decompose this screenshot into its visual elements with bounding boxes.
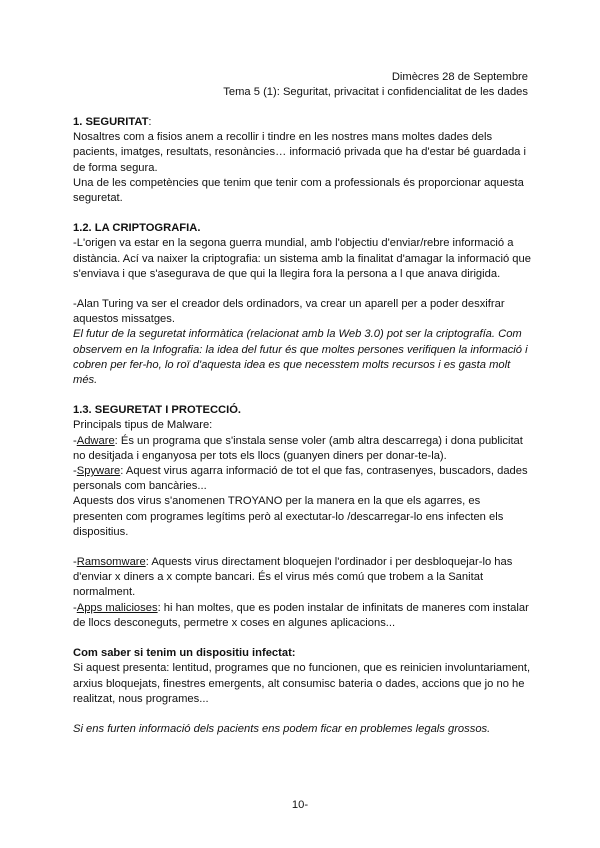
ransomware-term: Ramsomware	[76, 556, 146, 569]
trojan-paragraph: Aquests dos virus s'anomenen TROYANO per la manera en la que els agarres, es presenten com programes legítims però al exectutar-lo /descarregar-lo ens infecten els dispositius.	[73, 495, 504, 538]
criptografia-paragraph-1: -L'origen va estar en la segona guerra mundial, amb l'objectiu d'enviar/rebre informació a distància. Ací va naixer la criptografia: un sistema amb la finalitat d'amagar la informació que s'enviava i que s'asegurava de que qui la llegira fora la persona a l que anava dirigida.	[73, 237, 531, 280]
section-title-seguretat: 1.3. SEGURETAT I PROTECCIÓ.	[73, 404, 242, 417]
section-title-seguritat	[73, 115, 531, 130]
section-title-infectat: Com saber si tenim un dispositiu infectat:	[73, 647, 296, 660]
malware-spyware: -Spyware: Aquest virus agarra informació de tot el que fas, contrasenyes, buscadors, dades personals com bancàries...	[73, 465, 528, 493]
malware-apps: -Apps malicioses: hi han moltes, que es poden instalar de infinitats de maneres com instalar de llocs desconeguts, permetre x coses en algunes aplicacions...	[73, 601, 529, 629]
spyware-text: : Aquest virus agarra informació de tot el que fas, contrasenyes, buscadors, dades personals com bancàries...	[73, 465, 528, 493]
seguritat-paragraph-1: Nosaltres com a fisios anem a recollir i tindre en les nostres mans moltes dades dels pacients, imatges, resultats, resonàncies… informació privada que ha d'estar bé guardada i de forma segura.	[73, 131, 526, 174]
malware-intro: Principals tipus de Malware:	[73, 419, 213, 432]
page-number: 10-	[291, 799, 309, 811]
infectat-paragraph-1: Si aquest presenta: lentitud, programes que no funcionen, que es reinicien involuntariament, arxius bloquejats, finestres emergents, alt consumisc bateria o dades, accions que jo no he realitzat, nous programes...	[73, 662, 531, 705]
adware-term: Adware	[76, 434, 115, 447]
apps-text: : hi han moltes, que es poden instalar de infinitats de maneres com instalar de llocs desconeguts, permetre x coses en algunes aplicacions...	[73, 601, 529, 629]
header-topic: Tema 5 (1): Seguritat, privacitat i confidencialitat de les dades	[223, 86, 528, 99]
seguritat-paragraph-2: Una de les competències que tenim que tenir com a professionals és proporcionar aquesta seguretat.	[73, 176, 524, 205]
ransomware-text: : Aquests virus directament bloquejen l'ordinador i per desbloquejar-lo has d'enviar x diners a x compte bancari. És el virus més comú que trobem a la Sanitat normalment.	[73, 556, 513, 599]
malware-adware: -Adware: És un programa que s'instala sense voler (amb altra descarrega) i dona publicitat no desitjada i enganyosa per tots els llocs (guanyen diners per donar-te-la).	[73, 434, 523, 462]
section-title-seguritat-text: 1. SEGURITAT	[73, 116, 149, 128]
page-header	[223, 70, 528, 100]
document-body	[73, 115, 531, 737]
infectat-paragraph-2: Si ens furten informació dels pacients ens podem ficar en problemes legals grossos.	[73, 722, 491, 735]
criptografia-paragraph-2: -Alan Turing va ser el creador dels ordinadors, va crear un aparell per a poder desxifrar aquestos missatges.	[73, 298, 505, 326]
spyware-term: Spyware	[76, 465, 121, 478]
criptografia-paragraph-3: El futur de la seguretat informàtica (relacionat amb la Web 3.0) pot ser la criptografía. Com observem en la Infografia: la idea del futur és que moltes persones verifiquen la informació i cobren per fer-ho, lo roï d'aquesta idea es que necesstem molts recursos i es gasta molt més.	[73, 328, 528, 387]
title-colon: :	[148, 116, 152, 128]
section-title-criptografia: 1.2. LA CRIPTOGRAFIA.	[73, 222, 201, 235]
adware-text: : És un programa que s'instala sense voler (amb altra descarrega) i dona publicitat no desitjada i enganyosa per tots els llocs (guanyen diners per donar-te-la).	[73, 434, 523, 462]
apps-term: Apps malicioses	[76, 601, 158, 614]
malware-ransomware: -Ramsomware: Aquests virus directament bloquejen l'ordinador i per desbloquejar-lo has d'enviar x diners a x compte bancari. És el virus més comú que trobem a la Sanitat normalment.	[73, 556, 513, 599]
header-date: Dimècres 28 de Septembre	[391, 71, 528, 83]
